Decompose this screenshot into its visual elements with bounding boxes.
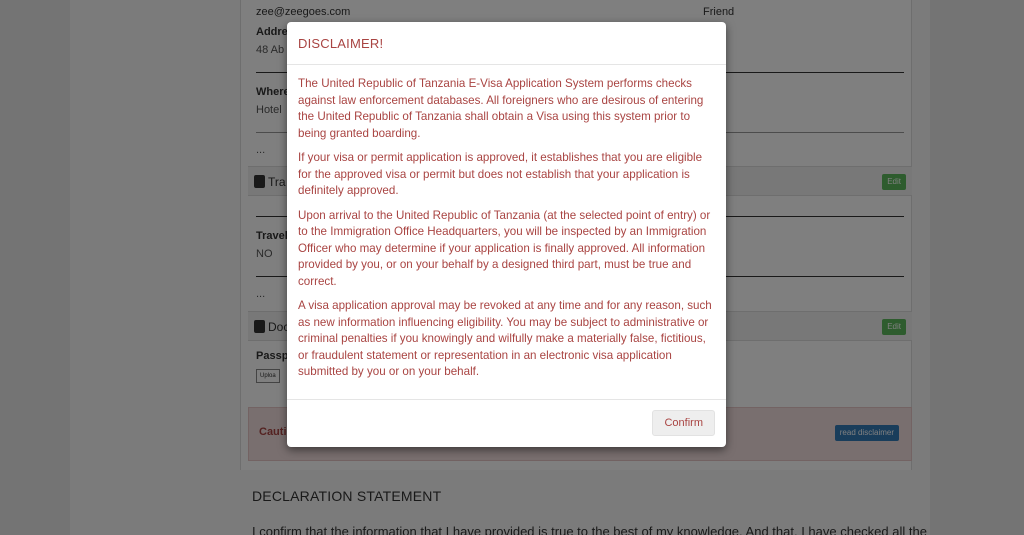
- modal-body: [287, 65, 726, 381]
- confirm-button[interactable]: Confirm: [652, 410, 715, 436]
- disclaimer-paragraph: Upon arrival to the United Republic of Tanzania (at the selected point of entry) or to the Immigration Office Headquarters, you will be inspected by an Immigration Officer who may determine if your application is finally approved. All information provided by you, or on your behalf by a designed third part, must be true and correct.: [298, 208, 711, 288]
- disclaimer-paragraph: A visa application approval may be revoked at any time and for any reason, such as new information influencing eligibility. You may be subject to administrative or criminal penalties if you knowingly and wilfully make a materially false, fictitious, or fraudulent statement or representation in an electronic visa application submitted by you or on your behalf.: [298, 299, 712, 378]
- disclaimer-paragraph: The United Republic of Tanzania E-Visa Application System performs checks against law enforcement databases. All foreigners who are desirous of entering the United Republic of Tanzania shall obtain a Visa using this system prior to being granted boarding.: [298, 77, 704, 140]
- modal-footer: [287, 399, 726, 447]
- disclaimer-paragraph: If your visa or permit application is approved, it establishes that you are eligible for the approved visa or permit but does not establish that your application is definitely approved.: [298, 151, 703, 197]
- modal-header: [287, 22, 726, 65]
- modal-title: DISCLAIMER!: [298, 36, 384, 51]
- disclaimer-modal: [287, 22, 726, 447]
